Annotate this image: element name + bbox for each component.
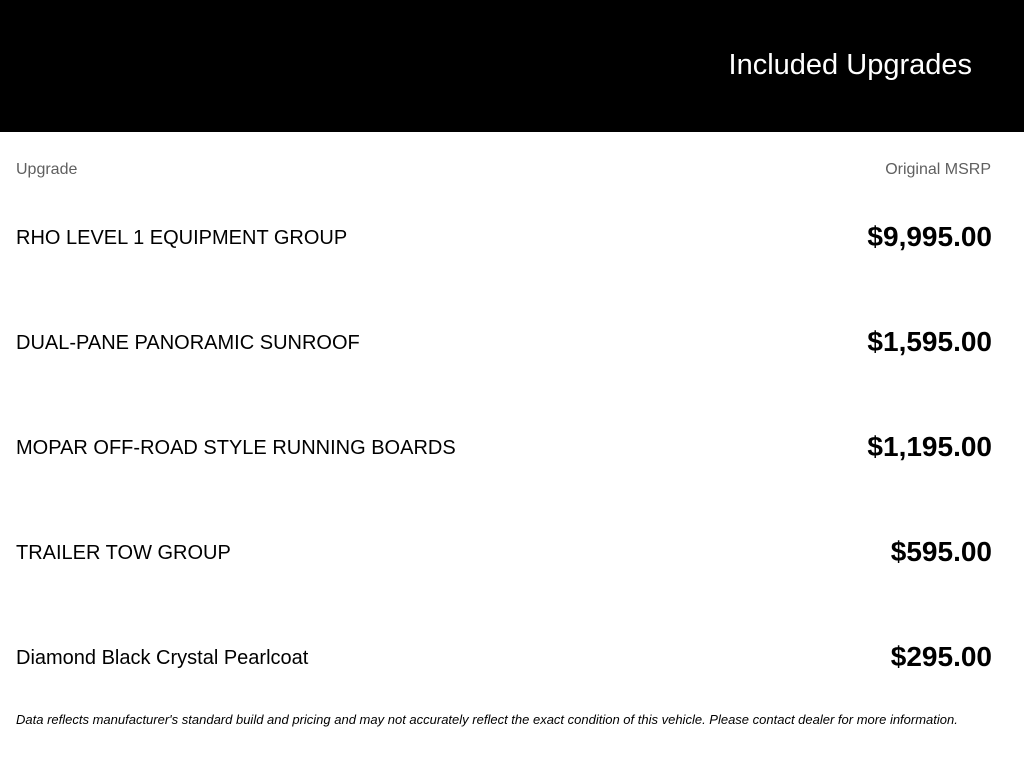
disclaimer-text: Data reflects manufacturer's standard build and pricing and may not accurately reflect the exact condition of this vehicle. Please contact dealer for more information. — [16, 712, 958, 727]
upgrade-price: $1,595.00 — [867, 326, 992, 357]
upgrade-row — [0, 217, 1024, 257]
upgrade-price: $9,995.00 — [867, 221, 992, 252]
page-title: Included Upgrades — [728, 49, 972, 81]
column-header-upgrade: Upgrade — [16, 161, 78, 178]
upgrade-row — [0, 532, 1024, 572]
upgrade-name: RHO LEVEL 1 EQUIPMENT GROUP — [16, 227, 348, 249]
header-bar — [0, 0, 1024, 132]
upgrade-price: $295.00 — [890, 641, 992, 672]
upgrade-name: Diamond Black Crystal Pearlcoat — [16, 647, 309, 669]
upgrade-row — [0, 637, 1024, 677]
upgrade-price: $1,195.00 — [867, 431, 992, 462]
column-header-msrp: Original MSRP — [885, 161, 991, 178]
upgrade-row — [0, 322, 1024, 362]
upgrade-price: $595.00 — [890, 536, 992, 567]
upgrade-name: TRAILER TOW GROUP — [16, 542, 231, 564]
upgrade-name: DUAL-PANE PANORAMIC SUNROOF — [16, 332, 360, 354]
upgrade-name: MOPAR OFF-ROAD STYLE RUNNING BOARDS — [16, 437, 456, 459]
upgrade-row — [0, 427, 1024, 467]
